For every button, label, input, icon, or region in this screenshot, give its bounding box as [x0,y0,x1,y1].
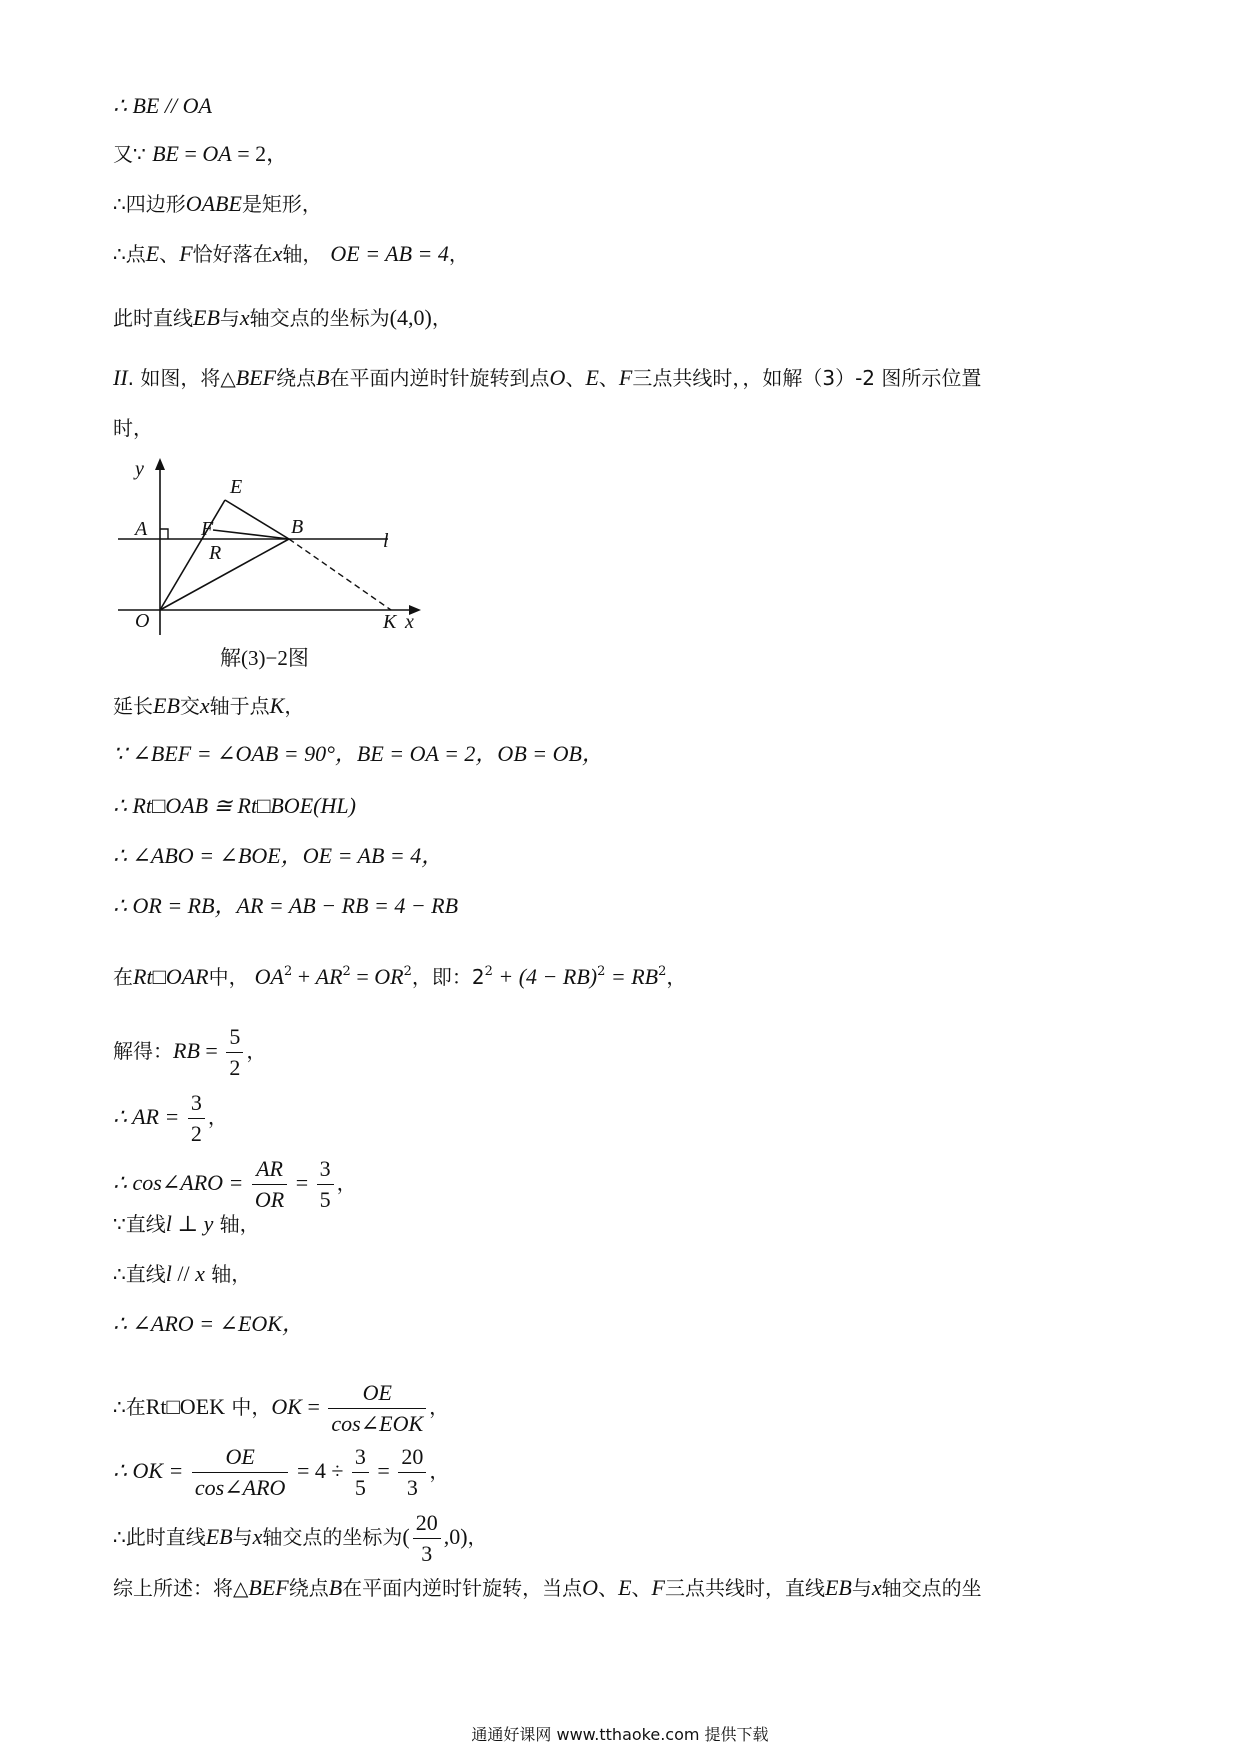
line-17: ∵直线l ⊥ y 轴， [113,1211,260,1236]
line-4: ∴点E、F恰好落在x轴， OE = AB = 4， [113,241,469,266]
line-10: ∴ Rt□OAB ≅ Rt□BOE(HL) [113,793,356,818]
fraction-oe-cos-aro: $\frac{OE}{\text{cos∠ARO}}$ [192,1442,289,1503]
fraction-ar-or: $\frac{AR}{OR}$ [252,1154,287,1215]
label-b: B [291,516,304,538]
segment-ob [160,539,289,610]
label-f: F [201,518,214,540]
label-k: K [383,611,397,633]
line-18: ∴直线l // x 轴， [113,1261,252,1286]
line-2: 又∵ BE = OA = 2， [113,141,289,166]
line-1: ∴ BE // OA [113,93,212,118]
line-12: ∴ OR = RB，AR = AB − RB = 4 − RB [113,893,459,918]
y-axis-arrow-icon [155,458,165,470]
dashed-extension-bk [289,539,391,610]
fraction-3-5: $\frac{3}{5}$ [317,1154,334,1215]
geometry-figure [113,455,433,645]
line-22: ∴此时直线EB与x轴交点的坐标为( $\frac{20}{3}$ ,0)， [113,1508,488,1569]
line-11: ∴ ∠ABO = ∠BOE，OE = AB = 4， [113,843,444,868]
fraction-3-2: $\frac{3}{2}$ [188,1088,205,1149]
line-20: ∴在Rt□OEK 中，OK = $\frac{OE}{\text{cos∠EOK}}$ ， [113,1378,449,1439]
right-angle-mark [160,529,168,539]
line-9: ∵ ∠BEF = ∠OAB = 90°，BE = OA = 2，OB = OB， [113,741,604,766]
page-footer: 通通好课网 www.tthaoke.com 提供下载 [471,1725,769,1744]
fraction-20-3: $\frac{20}{3}$ [398,1442,426,1503]
label-r: R [209,542,222,564]
line-21: ∴ OK = $\frac{OE}{\text{cos∠ARO}}$ = 4 ÷ $\frac{3}{5}$ = $\frac{20}{3}$ ， [113,1442,449,1503]
fraction-5-2: $\frac{5}{2}$ [226,1022,243,1083]
fraction-20-3-b: $\frac{20}{3}$ [413,1508,441,1569]
label-x: x [405,611,414,633]
line-3: ∴四边形OABE是矩形， [113,191,322,216]
line-6: II. 如图，将△BEF绕点B在平面内逆时针旋转到点O、E、F三点共线时，，如解（3）-2 图所示位置 [113,365,982,390]
fraction-3-5-b: $\frac{3}{5}$ [352,1442,369,1503]
label-o: O [135,610,150,632]
line-7: 时， [113,416,153,440]
line-13: 在Rt□OAR中， $OA^2 + AR^2 = OR^2$，即：$2^2 + (4 - RB)^2 = RB^2$， [113,964,687,989]
fraction-oe-cos-eok: $\frac{OE}{\text{cos∠EOK}}$ [328,1378,426,1439]
line-19: ∴ ∠ARO = ∠EOK， [113,1311,304,1336]
line-8: 延长EB交x轴于点K， [113,693,305,718]
line-5: 此时直线EB与x轴交点的坐标为(4,0)， [113,305,452,330]
line-16: ∴ cos∠ARO = $\frac{AR}{OR}$ = $\frac{3}{5}$ ， [113,1154,357,1215]
line-15: ∴ AR = $\frac{3}{2}$ ， [113,1088,228,1149]
label-y: y [135,458,144,480]
label-a: A [135,518,148,540]
figure-caption: 解(3)−2图 [220,646,309,670]
line-23: 综上所述：将△BEF绕点B在平面内逆时针旋转，当点O、E、F三点共线时，直线EB与x轴交点的坐 [113,1575,982,1600]
label-e: E [230,476,243,498]
line-14: 解得：RB = $\frac{5}{2}$ ， [113,1022,266,1083]
label-l: l [383,530,389,552]
